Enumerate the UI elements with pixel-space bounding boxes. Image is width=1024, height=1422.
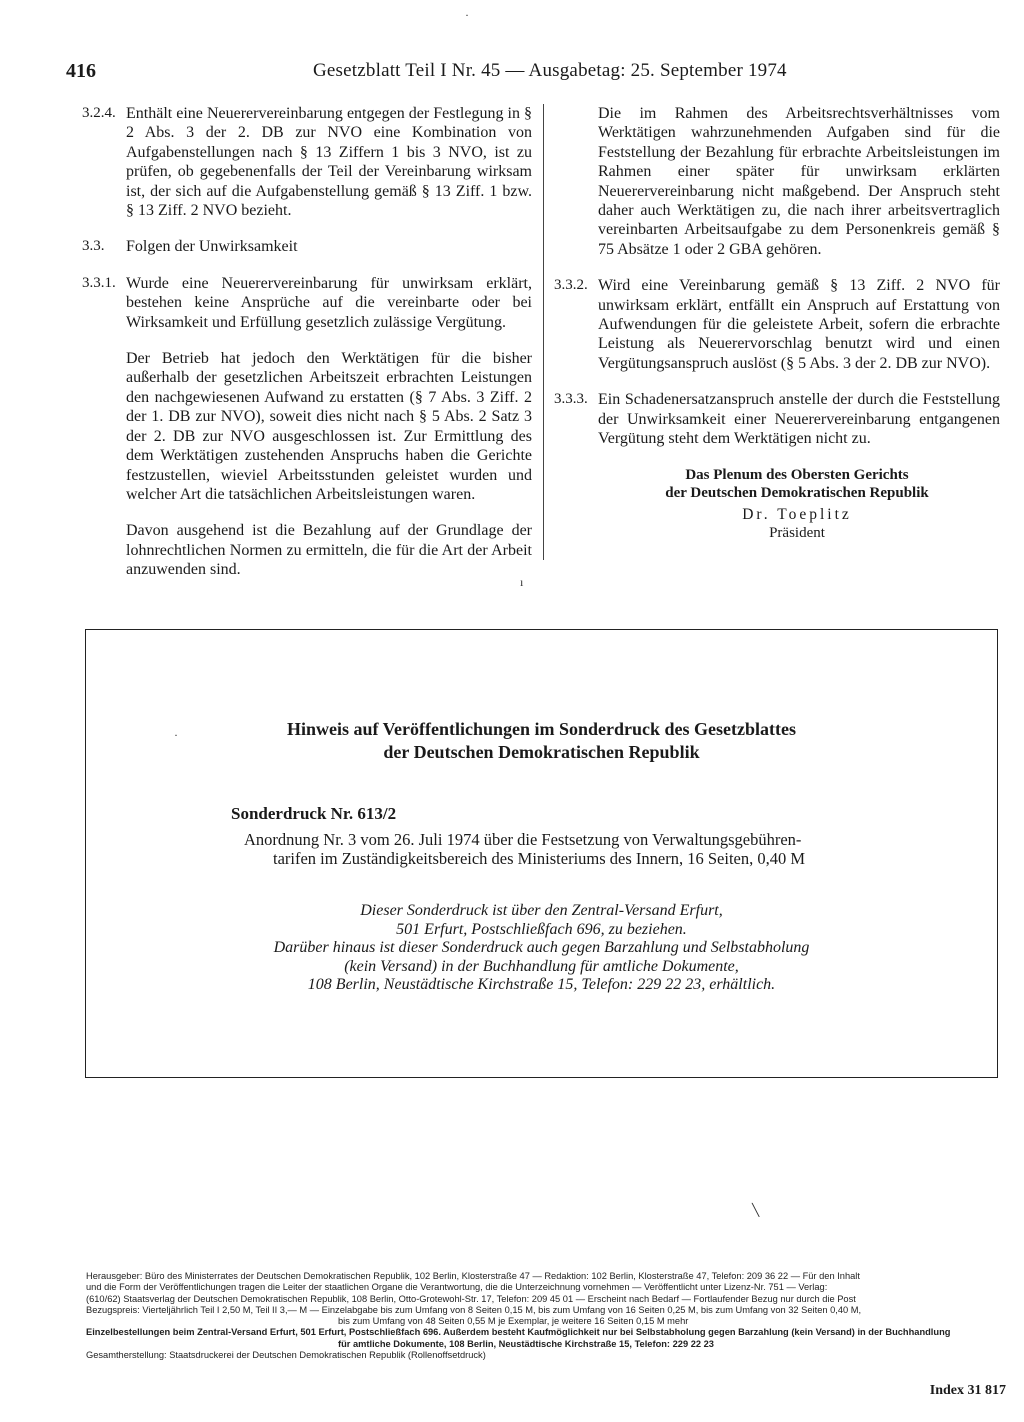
- imprint-line: und die Form der Veröffentlichungen tragen die Leiter der staatlichen Organe die Verantwortung, die die Unterzeichnung vornehmen — Veröffentlicht unter Lizenz-Nr. 751 — Verlag:: [86, 1282, 828, 1293]
- index-number: Index 31 817: [929, 1383, 1006, 1398]
- section-number: 3.3.: [82, 238, 105, 255]
- section-heading: Folgen der Unwirksamkeit: [126, 238, 298, 256]
- scan-mark: ╲: [752, 1203, 760, 1217]
- scan-mark: ·: [465, 8, 469, 22]
- signature-line: Das Plenum des Obersten Gerichts: [685, 466, 909, 483]
- section-text: Wird eine Vereinbarung gemäß § 13 Ziff. 2 NVO für unwirksam erklärt, entfällt ein Anspruch auf Erstattung von Aufwendungen für die geleistete Arbeit, sofern die erbrachte Leistung als Neuerervorschlag benutzt wird und einen Vergütungsanspruch auslöst (§ 5 Abs. 3 der 2. DB zur NVO).: [598, 277, 1000, 372]
- imprint-line: bis zum Umfang von 48 Seiten 0,55 M je Exemplar, je weitere 16 Seiten 0,15 M mehr: [338, 1316, 689, 1327]
- section-3-3: [82, 237, 532, 256]
- sonderdruck-label: Sonderdruck Nr. 613/2: [231, 804, 397, 823]
- section-text: Enthält eine Neuerervereinbarung entgegen der Festlegung in § 2 Abs. 3 der 2. DB zur NVO eine Kombination von Aufgabenstellungen nach § 13 Ziffern 1 bis 3 NVO, ist zu prüfen, ob gegebenenfalls der Teil der Vereinbarung wirksam ist, der sich auf die Aufgabenstellung gemäß § 13 Ziff. 1 bzw. § 13 Ziff. 2 NVO bezieht.: [126, 105, 532, 220]
- section-3-3-3: [554, 390, 1000, 448]
- signatory-role: Präsident: [769, 524, 825, 541]
- section-text: Ein Schadenersatzanspruch anstelle der durch die Feststellung der Unwirksamkeit einer Neuerervereinbarung entgangenen Vergütung steht dem Werktätigen nicht zu.: [598, 391, 1000, 448]
- ordering-info: [85, 902, 998, 995]
- signatory-name: Dr. Toeplitz: [742, 505, 852, 523]
- signature-line: der Deutschen Demokratischen Republik: [665, 484, 929, 501]
- imprint-line: Bezugspreis: Vierteljährlich Teil I 2,50 M, Teil II 3,— M — Einzelabgabe bis zum Umfang von 8 Seiten 0,15 M, bis zum Umfang von 16 Seiten 0,25 M, bis zum Umfang von 32 Seiten 0,40 M,: [86, 1304, 862, 1315]
- scan-mark: ı: [520, 575, 524, 589]
- notice-title-line: Hinweis auf Veröffentlichungen im Sonderdruck des Gesetzblattes: [286, 719, 796, 739]
- notice-title: [85, 718, 998, 764]
- ordering-line: Darüber hinaus ist dieser Sonderdruck auch gegen Barzahlung und Selbstabholung: [273, 939, 810, 956]
- section-3-2-4: [82, 104, 532, 220]
- imprint-line: für amtliche Dokumente, 108 Berlin, Neustädtische Kirchstraße 15, Telefon: 229 22 23: [338, 1338, 714, 1349]
- ordering-line: (kein Versand) in der Buchhandlung für amtliche Dokumente,: [344, 957, 739, 975]
- paragraph: Davon ausgehend ist die Bezahlung auf der Grundlage der lohnrechtlichen Normen zu ermitteln, die für die Art der Arbeit anzuwenden sind.: [126, 522, 532, 579]
- section-3-3-1: [82, 274, 532, 332]
- column-divider: [543, 104, 544, 560]
- description-line: Anordnung Nr. 3 vom 26. Juli 1974 über die Festsetzung von Verwaltungsgebühren-: [244, 830, 802, 849]
- paragraph: Der Betrieb hat jedoch den Werktätigen für die bisher außerhalb der gesetzlichen Arbeitszeit erbrachten Leistungen den nachgewiesenen Aufwand zu erstatten (§ 7 Abs. 3 Ziff. 2 der 1. DB zur NVO), soweit dies nicht nach § 5 Abs. 2 Satz 3 der 2. DB zur NVO ausgeschlossen ist. Zur Ermittlung des dem Werktätigen zustehenden Anspruchs haben die Gerichte festzustellen, wieviel Arbeitsstunden geleistet wurden und welcher Art die tatsächlichen Arbeitsleistungen waren.: [126, 350, 532, 503]
- imprint-line: Gesamtherstellung: Staatsdruckerei der Deutschen Demokratischen Republik (Rollenoffsetdruck): [86, 1350, 486, 1361]
- section-number: 3.3.1.: [82, 274, 116, 291]
- section-3-3-2: [554, 276, 1000, 373]
- ordering-line: 108 Berlin, Neustädtische Kirchstraße 15, Telefon: 229 22 23, erhältlich.: [307, 976, 776, 993]
- sonderdruck-description: [244, 830, 864, 868]
- notice-title-line: der Deutschen Demokratischen Republik: [383, 742, 700, 762]
- section-text: Wurde eine Neuerervereinbarung für unwirksam erklärt, bestehen keine Ansprüche auf die vereinbarte oder bei Wirksamkeit und Erfüllung gesetzlich zulässige Vergütung.: [126, 274, 532, 331]
- imprint-footer: [86, 1271, 1006, 1361]
- page-header-title: Gesetzblatt Teil I Nr. 45 — Ausgabetag: 25. September 1974: [313, 60, 787, 81]
- page-number: 416: [66, 60, 96, 82]
- section-number: 3.3.3.: [554, 391, 588, 408]
- left-column: [82, 104, 532, 597]
- imprint-line: Einzelbestellungen beim Zentral-Versand Erfurt, 501 Erfurt, Postschließfach 696. Außerdem besteht Kaufmöglichkeit nur bei Selbstabholung gegen Barzahlung (kein Versand) in der Buchhandlung: [86, 1327, 951, 1338]
- signature-block: [594, 466, 1000, 542]
- right-column: [554, 104, 1000, 542]
- section-number: 3.3.2.: [554, 277, 588, 294]
- scan-mark: ·: [174, 728, 178, 742]
- section-number: 3.2.4.: [82, 105, 116, 121]
- description-line: tarifen im Zuständigkeitsbereich des Ministeriums des Innern, 16 Seiten, 0,40 M: [273, 849, 806, 868]
- imprint-line: Herausgeber: Büro des Ministerrates der Deutschen Demokratischen Republik, 102 Berlin, Klosterstraße 47 — Redaktion: 102 Berlin, Klosterstraße 47, Telefon: 209 36 22 — Für den Inhalt: [86, 1271, 860, 1281]
- ordering-line: 501 Erfurt, Postschließfach 696, zu beziehen.: [396, 920, 687, 938]
- ordering-line: Dieser Sonderdruck ist über den Zentral-Versand Erfurt,: [360, 902, 723, 919]
- imprint-line: (610/62) Staatsverlag der Deutschen Demokratischen Republik, 108 Berlin, Otto-Grotewohl-Str. 17, Telefon: 209 45 01 — Erscheint nach Bedarf — Fortlaufender Bezug nur durch die Post: [86, 1293, 856, 1304]
- paragraph: Die im Rahmen des Arbeitsrechtsverhältnisses vom Werktätigen wahrzunehmenden Aufgaben sind für die Feststellung der Bezahlung für erbrachte Arbeitsleistungen im Rahmen einer später für unwirksam erklärten Neuerervereinbarung nicht maßgebend. Der Anspruch steht daher auch Werktätigen zu, die nach ihrer arbeitsvertraglich vereinbarten Arbeitsaufgabe zu dem Personenkreis gemäß § 75 Absätze 1 oder 2 GBA gehören.: [598, 105, 1000, 258]
